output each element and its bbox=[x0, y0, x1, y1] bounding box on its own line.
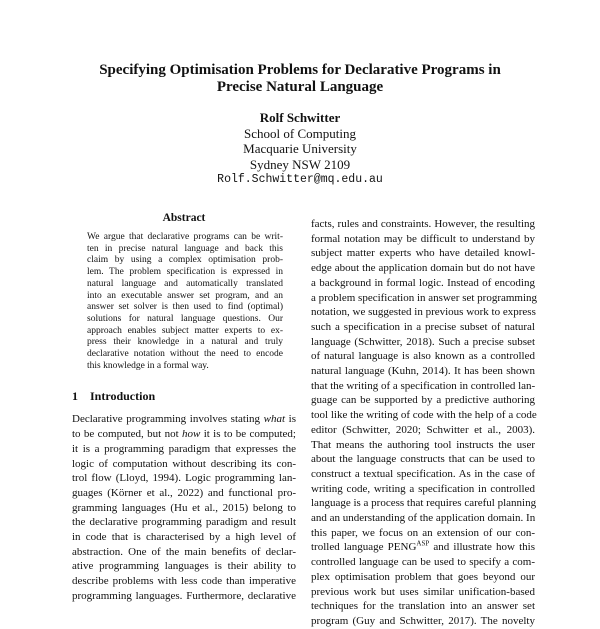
superscript-asp: ASP bbox=[416, 539, 430, 548]
text-line: program (Guy and Schwitter, 2017). The novelty bbox=[311, 614, 535, 627]
introduction-text bbox=[72, 412, 296, 603]
text-line: of natural language is also known as a controlled bbox=[311, 350, 535, 363]
text-line: and an understanding of the application domain. In bbox=[311, 512, 536, 525]
text-line: abstraction. One of the main benefits of declar- bbox=[72, 545, 296, 558]
text-line: techniques for the translation into an answer set bbox=[311, 600, 535, 613]
text-line: That means the authoring tool instructs the user bbox=[311, 438, 535, 451]
text-line: language (Schwitter, 2018). Such a precise subset bbox=[311, 335, 535, 348]
text-line: logic of computation without describing its con- bbox=[72, 457, 296, 470]
author-name: Rolf Schwitter bbox=[259, 110, 341, 125]
text-line: programming languages. Furthermore, declarative bbox=[72, 589, 296, 602]
text-line: ative programming languages is their ability to bbox=[72, 560, 296, 573]
text-line: natural language and automatically translated bbox=[87, 278, 283, 289]
text-line: gramming languages (Hu et al., 2015) belong to bbox=[72, 501, 296, 514]
title-line: Precise Natural Language bbox=[216, 79, 384, 95]
left-column bbox=[72, 212, 296, 604]
text-line: formal notation may be difficult to understand by bbox=[311, 232, 535, 245]
text-line: about the language constructs that can be used to bbox=[311, 453, 535, 466]
author-affiliation: Macquarie University bbox=[243, 141, 357, 156]
text-line: editor (Schwitter, 2020; Schwitter et al., 2003). bbox=[311, 423, 535, 436]
text-line: claim by using a complex optimisation prob- bbox=[87, 255, 283, 266]
text-line: that the writing of a specification in controlled lan- bbox=[311, 379, 536, 392]
text-line: We argue that declarative programs can be writ- bbox=[87, 232, 283, 242]
text-line: tool like the writing of code with the help of a code bbox=[311, 409, 537, 422]
text-line: guage can be supported by a predictive authoring bbox=[311, 394, 535, 407]
text-line: to be computed, but not how it is to be computed; bbox=[72, 428, 296, 441]
text-line: describe problems with less code than imperative bbox=[72, 575, 296, 588]
text-line: declarative notation without the need to encode bbox=[87, 349, 283, 360]
text-line: approach enables subject matter experts to ex- bbox=[87, 325, 283, 336]
section-heading bbox=[72, 389, 296, 404]
section-number: 1 bbox=[72, 389, 78, 404]
text-line: answer set solver is then used to find (optimal) bbox=[87, 302, 283, 313]
text-line: the declarative programming paradigm and result bbox=[72, 516, 296, 529]
text-line: press their knowledge in a natural and truly bbox=[87, 337, 283, 348]
text-line: natural language (Kuhn, 2014). It has been shown bbox=[311, 365, 535, 378]
text-line: a problem specification in answer set programming bbox=[311, 291, 538, 304]
text-line: into an executable answer set program, and an bbox=[87, 290, 283, 301]
text-line: previous work but uses similar unification-based bbox=[311, 585, 535, 598]
text-line: guages (Körner et al., 2022) and functional pro- bbox=[72, 486, 296, 499]
emphasis-how: how bbox=[182, 428, 201, 441]
text-line: plex optimisation problem that goes beyond our bbox=[311, 570, 535, 583]
text-line: this knowledge in a formal way. bbox=[87, 360, 209, 371]
section-title: Introduction bbox=[90, 389, 156, 404]
text-line: trol flow (Lloyd, 1994). Logic programming lan- bbox=[72, 472, 296, 485]
text-line: such a specification in a precise subset of natural bbox=[311, 320, 535, 333]
text-line: controlled language can be used to specify a com- bbox=[311, 556, 535, 569]
emphasis-what: what bbox=[263, 413, 286, 426]
text-line: it is a programming paradigm that expresses the bbox=[72, 442, 296, 455]
author-affiliation: School of Computing bbox=[244, 125, 356, 141]
text-line: Declarative programming involves stating what is bbox=[72, 413, 296, 426]
text-line: notation, we suggested in previous work to express bbox=[311, 306, 536, 319]
text-line: subject matter experts who have detailed knowl- bbox=[311, 247, 535, 260]
abstract-body bbox=[72, 232, 296, 372]
text-line: trolled language $PENG^{ASP}$ and illustrate how this bbox=[311, 539, 535, 554]
abstract-heading: Abstract bbox=[162, 212, 206, 224]
text-line: facts, rules and constraints. However, the resulting bbox=[311, 218, 535, 230]
text-line: writing code, writing a specification in controlled bbox=[311, 482, 535, 495]
paper-title bbox=[60, 62, 540, 96]
text-line: construct a textual specification. As in the case of bbox=[311, 467, 535, 480]
author-email: Rolf.Schwitter@mq.edu.au bbox=[217, 173, 383, 186]
author-block bbox=[100, 110, 500, 188]
text-line: edge about the application domain but do not have bbox=[311, 262, 535, 275]
title-line: Specifying Optimisation Problems for Declarative Programs in bbox=[99, 62, 501, 78]
text-line: ten in precise natural language and back this bbox=[87, 243, 283, 254]
right-column bbox=[311, 217, 538, 629]
text-line: a background in formal logic. Instead of encoding bbox=[311, 276, 535, 289]
text-line: in code that is characterised by a high level of bbox=[72, 531, 296, 544]
author-affiliation: Sydney NSW 2109 bbox=[249, 156, 351, 172]
text-line: lem. The problem specification is expressed in bbox=[87, 267, 283, 278]
text-line: solutions for natural language questions. Our bbox=[87, 313, 283, 324]
text-line: this paper, we focus on an extension of our con- bbox=[311, 526, 535, 539]
text-line: language is a process that requires careful planning bbox=[311, 497, 537, 510]
